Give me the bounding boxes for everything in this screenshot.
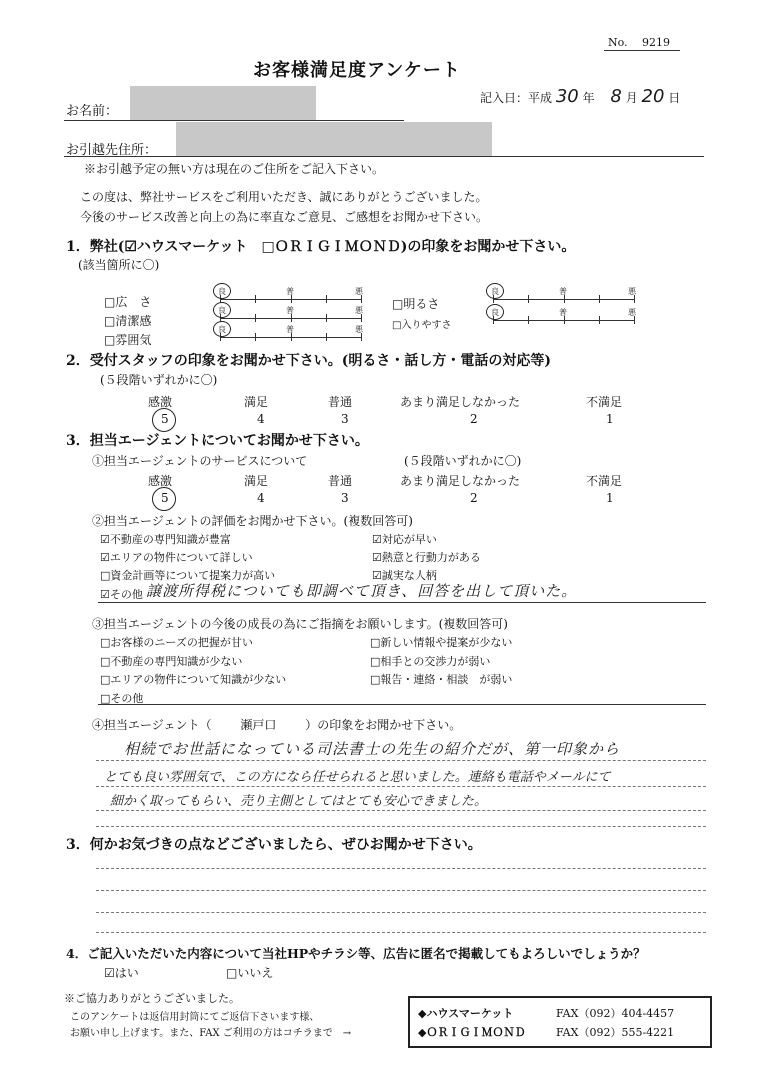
address-redaction <box>176 122 492 156</box>
fax2-number: FAX（092）555-4221 <box>556 1026 675 1039</box>
q3-sub4-prefix: ④担当エージェント（ <box>92 718 212 732</box>
intro-line-2: 今後のサービス改善と向上の為に率直なご意見、ご感想をお聞かせ下さい。 <box>80 210 489 224</box>
q3-sub2: ②担当エージェントの評価をお聞かせ下さい。(複数回答可) <box>92 514 413 528</box>
footer-note-2: お願い申し上げます。また、FAX ご利用の方はコチラまで → <box>70 1028 352 1039</box>
q3-label-2: 満足 <box>244 474 269 488</box>
q3-sub3: ③担当エージェントの今後の成長の為にご指摘をお願いします。(複数回答可) <box>92 617 508 631</box>
fill-date-label: 記入日：平成 <box>480 91 553 105</box>
growth-other-underline <box>98 704 706 705</box>
q2-num-2: 2 <box>470 412 478 426</box>
fill-date-day: 20 <box>641 86 665 107</box>
q1-right-item-1: □明るさ <box>392 297 440 311</box>
fill-date <box>480 86 680 107</box>
agent-comment-line-3: 細かく取ってもらい、売り主側としてはとても安心できました。 <box>110 794 488 809</box>
growth-left-4: □その他 <box>100 692 144 705</box>
free-rule-2 <box>96 890 706 891</box>
q1-title: 1．弊社(☑ハウスマーケット □ＯＲＩＧＩＭＯＮＤ)の印象をお聞かせ下さい。 <box>66 239 576 255</box>
growth-left-1: □お客様のニーズの把握が甘い <box>100 636 253 649</box>
free-rule-3 <box>96 912 706 913</box>
q3-num-2: 2 <box>470 491 478 505</box>
q1-left-item-3: □雰囲気 <box>104 333 152 347</box>
eval-other-handwritten: 譲渡所得税についても即調べて頂き、回答を出して頂いた。 <box>146 582 578 600</box>
q3-sub4 <box>92 716 461 733</box>
eval-left-1: ☑不動産の専門知識が豊富 <box>100 533 231 546</box>
fill-date-month: 8 <box>610 86 622 107</box>
comment-rule-1 <box>96 760 706 761</box>
footer-thanks: ※ご協力ありがとうございました。 <box>64 992 240 1005</box>
q3-selected-circle <box>152 487 176 511</box>
q3b-title: 3．何かお気づきの点などございましたら、ぜひお聞かせ下さい。 <box>66 837 482 853</box>
q1-scale-left-3: 良 普 悪 <box>220 328 362 346</box>
q3-label-5: 不満足 <box>586 474 623 488</box>
q1-scale-right-2: 良 普 悪 <box>493 311 635 329</box>
growth-right-3: □報告・連絡・相談 が弱い <box>370 673 513 686</box>
agent-comment-line-1: 相続でお世話になっている司法書士の先生の紹介だが、第一印象から <box>124 740 621 758</box>
fill-date-month-unit: 月 <box>625 91 638 105</box>
fax1-name: ◆ハウスマーケット <box>418 1007 514 1020</box>
fill-date-year-unit: 年 <box>582 91 595 105</box>
document-number-underline <box>604 50 680 51</box>
q3-num-5: 5 <box>161 491 169 505</box>
fill-date-day-unit: 日 <box>668 91 681 105</box>
q1-left-item-1: □広 さ <box>104 295 152 309</box>
q4-no: □いいえ <box>226 966 274 980</box>
q1-scale-left-2: 良 普 悪 <box>220 309 362 327</box>
q1-left-item-2: □清潔感 <box>104 314 152 328</box>
growth-right-2: □相手との交渉力が弱い <box>370 655 491 668</box>
q2-num-5: 5 <box>161 412 169 426</box>
comment-rule-4 <box>96 826 706 827</box>
agent-comment-line-2: とても良い雰囲気で、この方になら任せられると思いました。連絡も電話やメールにて <box>104 770 611 785</box>
q3-label-1: 感激 <box>148 474 173 488</box>
page-title: お客様満足度アンケート <box>253 60 461 81</box>
fax-box <box>408 996 712 1048</box>
free-rule-1 <box>96 868 706 869</box>
q2-subtitle: (５段階いずれかに〇) <box>100 373 218 387</box>
q2-title: 2．受付スタッフの印象をお聞かせ下さい。(明るさ・話し方・電話の対応等) <box>66 353 551 369</box>
q1-scale-right-1: 良 普 悪 <box>493 290 635 308</box>
q2-selected-circle <box>152 408 176 432</box>
q2-num-1: 1 <box>606 412 614 426</box>
growth-left-2: □不動産の専門知識が少ない <box>100 655 243 668</box>
q2-num-3: 3 <box>341 412 349 426</box>
q4-title: 4．ご記入いただいた内容について当社HPやチラシ等、広告に匿名で掲載してもよろしいでしょうか？ <box>66 946 646 961</box>
q3-num-1: 1 <box>606 491 614 505</box>
q3-num-3: 3 <box>341 491 349 505</box>
free-rule-4 <box>96 932 706 933</box>
q3-num-4: 4 <box>257 491 265 505</box>
eval-other-underline <box>98 602 706 603</box>
name-label: お名前： <box>66 104 119 119</box>
eval-right-3: ☑誠実な人柄 <box>372 569 437 582</box>
intro-line-1: この度は、弊社サービスをご利用いただき、誠にありがとうございました。 <box>80 190 488 204</box>
q1-scale-left-1: 良 普 悪 <box>220 290 362 308</box>
fax1-number: FAX（092）404-4457 <box>556 1007 675 1020</box>
fill-date-year: 30 <box>555 86 579 107</box>
q1-subtitle: (該当箇所に〇) <box>78 258 160 272</box>
eval-left-2: ☑エリアの物件について詳しい <box>100 551 253 564</box>
address-underline <box>64 156 704 157</box>
agent-name: 瀬戸口 <box>240 718 277 732</box>
q3-sub4-suffix: ）の印象をお聞かせ下さい。 <box>305 718 462 732</box>
document-number: No. 9219 <box>608 36 671 49</box>
growth-right-1: □新しい情報や提案が少ない <box>370 636 513 649</box>
q3-sub1: ①担当エージェントのサービスについて <box>92 454 308 468</box>
q2-num-4: 4 <box>257 412 265 426</box>
comment-rule-3 <box>96 810 706 811</box>
q4-yes: ☑はい <box>104 966 139 980</box>
q2-label-5: 不満足 <box>586 395 623 409</box>
eval-left-3: □資金計画等について提案力が高い <box>100 569 276 582</box>
eval-right-2: ☑熱意と行動力がある <box>372 551 481 564</box>
q1-right-item-2: □入りやすさ <box>392 320 452 331</box>
q3-sub1-note: (５段階いずれかに〇) <box>404 454 522 468</box>
address-label: お引越先住所： <box>66 143 158 158</box>
q3-label-3: 普通 <box>328 474 353 488</box>
name-redaction <box>130 86 316 120</box>
name-underline <box>64 120 404 121</box>
address-note: ※お引越予定の無い方は現在のご住所をご記入下さい。 <box>84 162 385 176</box>
q2-label-4: あまり満足しなかった <box>400 395 521 409</box>
eval-right-1: ☑対応が早い <box>372 533 437 546</box>
q3-label-4: あまり満足しなかった <box>400 474 521 488</box>
footer-note-1: このアンケートは返信用封筒にてご返信下さいます様、 <box>70 1012 320 1023</box>
q2-label-1: 感激 <box>148 395 173 409</box>
eval-left-4: ☑その他 <box>100 588 143 601</box>
q2-label-3: 普通 <box>328 395 353 409</box>
comment-rule-2 <box>96 786 706 787</box>
q2-label-2: 満足 <box>244 395 269 409</box>
fax2-name: ◆ＯＲＩＧＩＭＯＮＤ <box>418 1026 526 1039</box>
q3-title: 3．担当エージェントについてお聞かせ下さい。 <box>66 433 369 449</box>
growth-left-3: □エリアの物件について知識が少ない <box>100 673 287 686</box>
